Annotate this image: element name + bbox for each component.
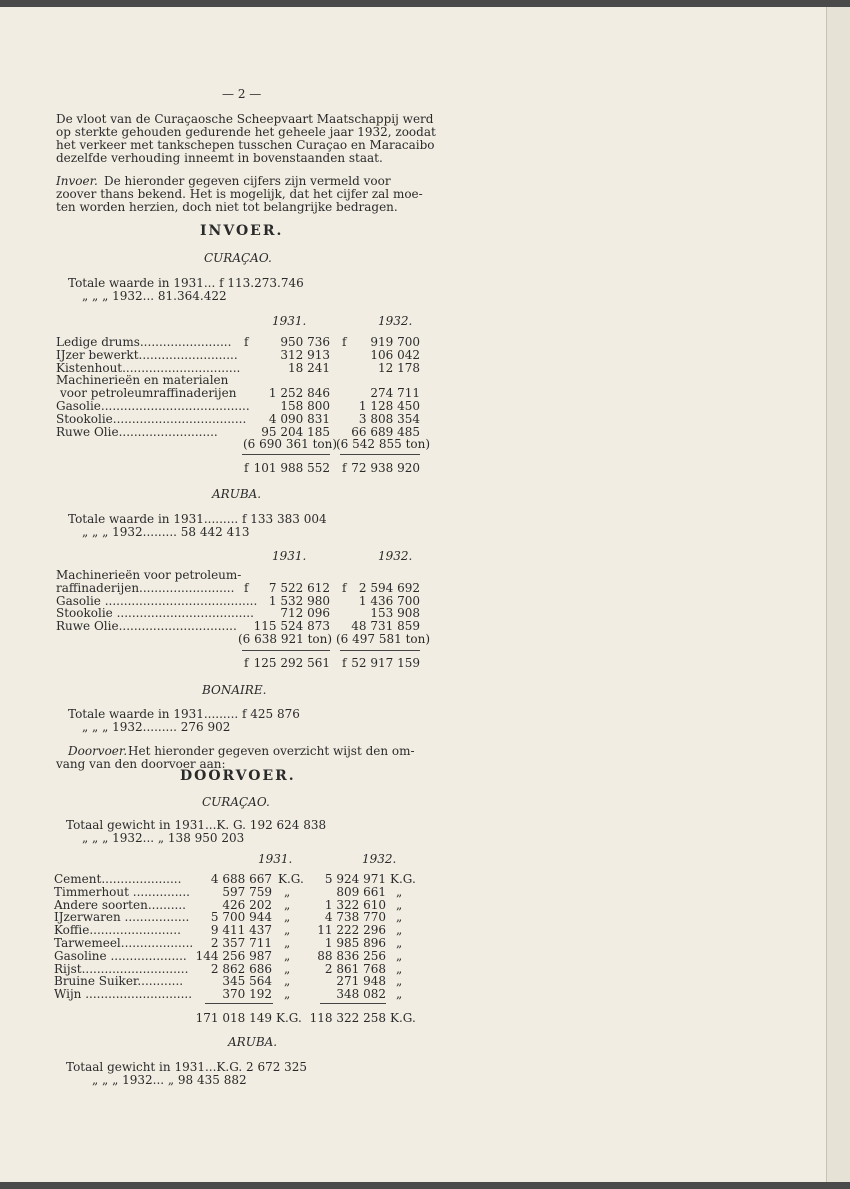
bonaire-heading: BONAIRE. — [202, 683, 267, 697]
invoer-lead: Invoer. — [56, 174, 98, 188]
invoer-value-1932: 12 178 — [378, 360, 420, 375]
sum-rule — [242, 650, 330, 651]
doorvoer-total-1931: Totaal gewicht in 1931...K. G. 192 624 838 — [66, 818, 327, 832]
doorvoer-total-1932: „ „ „ 1932... „ 138 950 203 — [82, 831, 245, 845]
aruba-sum-1932: 52 917 159 — [351, 656, 420, 670]
invoer-value-1931: 950 736 — [280, 335, 330, 349]
aruba-heading: ARUBA. — [212, 487, 262, 501]
doorvoer-row-label: Wijn ............................ — [54, 987, 193, 1002]
aruba-row-label: Machinerieën voor petroleum- — [56, 568, 242, 582]
invoer-row-label: Machinerieën en materialen — [56, 373, 229, 388]
doorvoer-value-1932: 2 861 768 — [324, 961, 386, 976]
doorvoer-row-label: Tarwemeel................... — [54, 936, 194, 950]
invoer-row-label: Gasolie....................................... — [56, 399, 250, 413]
bonaire-total-1931: Totale waarde in 1931......... f 425 876 — [68, 707, 300, 721]
doorvoer-value-1932: 1 985 896 — [324, 936, 386, 950]
invoer-sum-1932: 72 938 920 — [351, 461, 420, 475]
ditto-mark: „ — [284, 974, 291, 989]
section-title-invoer: INVOER. — [200, 223, 284, 239]
currency-symbol: f — [342, 656, 347, 670]
invoer-value-1932: 1 128 450 — [358, 399, 420, 413]
page-edge — [826, 7, 850, 1182]
aruba-sum-1931: 125 292 561 — [253, 656, 330, 670]
year-1931-header: 1931. — [272, 549, 307, 563]
sum-rule — [242, 454, 330, 455]
year-1932-header: 1932. — [378, 314, 413, 328]
doorvoer-row-label: Bruine Suiker............ — [54, 974, 184, 989]
doorvoer-value-1931: 2 862 686 — [210, 961, 272, 976]
invoer-value-1931: 1 252 846 — [268, 386, 330, 401]
ditto-mark: „ — [396, 987, 403, 1002]
aruba-total-1931: Totale waarde in 1931......... f 133 383 004 — [68, 512, 327, 526]
scan-top-border — [0, 0, 850, 7]
invoer-value-1932: 919 700 — [370, 335, 420, 349]
year-1931-header: 1931. — [258, 852, 293, 866]
curacao-heading: CURAÇAO. — [204, 251, 272, 265]
invoer-value-1932: 66 689 485 — [351, 424, 420, 439]
intro-line: op sterkte gehouden gedurende het geheele jaar 1932, zoodat — [56, 125, 436, 139]
doorvoer-value-1931: 144 256 987 — [195, 948, 272, 963]
doorvoer-value-1932: 5 924 971 — [324, 872, 386, 886]
doorvoer-sum-1931: 171 018 149 — [195, 1011, 272, 1025]
sum-rule — [205, 1003, 273, 1004]
unit-kg: K.G. — [276, 1011, 302, 1025]
ditto-mark: „ — [396, 910, 403, 925]
year-1932-header: 1932. — [378, 549, 413, 563]
doorvoer-value-1931: 597 759 — [222, 884, 272, 899]
doorvoer-value-1931: 370 192 — [222, 987, 272, 1002]
doorvoer-aruba-total-1932: „ „ „ 1932... „ 98 435 882 — [92, 1073, 247, 1087]
invoer-row-label: voor petroleumraffinaderijen — [60, 386, 237, 401]
bonaire-total-1932: „ „ „ 1932......... 276 902 — [82, 720, 231, 734]
doorvoer-value-1931: 426 202 — [222, 897, 272, 912]
doorvoer-row-label: Koffie........................ — [54, 923, 181, 938]
invoer-value-1932: 106 042 — [370, 347, 420, 362]
doorvoer-value-1932: 348 082 — [336, 987, 386, 1002]
invoer-value-1931: 158 800 — [280, 399, 330, 413]
invoer-row-label: IJzer bewerkt.......................... — [56, 347, 238, 362]
tonnage-1932: (6 497 581 ton) — [336, 632, 431, 646]
ditto-mark: „ — [396, 936, 403, 950]
aruba-value-1931: 115 524 873 — [253, 619, 330, 634]
doorvoer-sum-1932: 118 322 258 — [309, 1011, 386, 1025]
curacao-total-1931: Totale waarde in 1931... f 113.273.746 — [68, 276, 304, 290]
sum-rule — [340, 454, 420, 455]
doorvoer-aruba-total-1931: Totaal gewicht in 1931...K.G. 2 672 325 — [66, 1060, 308, 1074]
ditto-mark: „ — [284, 923, 291, 938]
doorvoer-value-1931: 2 357 711 — [210, 936, 272, 950]
ditto-mark: „ — [284, 961, 291, 976]
invoer-para-line: zoover thans bekend. Het is mogelijk, dat het cijfer zal moe- — [56, 187, 423, 201]
ditto-mark: „ — [284, 948, 291, 963]
unit-kg: K.G. — [390, 1011, 416, 1025]
unit-kg: K.G. — [278, 872, 304, 886]
doorvoer-value-1932: 1 322 610 — [324, 897, 386, 912]
currency-symbol: f — [244, 461, 249, 475]
doorvoer-row-label: IJzerwaren ................. — [54, 910, 190, 925]
aruba-row-label: Stookolie .................................... — [56, 606, 254, 621]
year-1932-header: 1932. — [362, 852, 397, 866]
currency-symbol: f — [244, 656, 249, 670]
curacao-total-1932: „ „ „ 1932... 81.364.422 — [82, 289, 227, 303]
doorvoer-value-1932: 88 836 256 — [317, 948, 386, 963]
sum-rule — [320, 1003, 386, 1004]
invoer-row-label: Kistenhout............................... — [56, 360, 241, 375]
year-1931-header: 1931. — [272, 314, 307, 328]
aruba-value-1932: 48 731 859 — [351, 619, 420, 634]
section-title-doorvoer: DOORVOER. — [180, 768, 296, 784]
aruba-row-label: Ruwe Olie............................... — [56, 619, 237, 634]
aruba-row-label: raffinaderijen......................... — [56, 580, 235, 595]
doorvoer-row-label: Gasoline .................... — [54, 948, 187, 963]
doorvoer-value-1932: 4 738 770 — [324, 910, 386, 925]
ditto-mark: „ — [396, 948, 403, 963]
invoer-value-1931: 18 241 — [288, 360, 330, 375]
aruba-value-1932: 2 594 692 — [358, 580, 420, 595]
intro-line: dezelfde verhouding inneemt in bovenstaanden staat. — [56, 151, 383, 165]
doorvoer-value-1932: 809 661 — [336, 884, 386, 899]
ditto-mark: „ — [284, 936, 291, 950]
currency-symbol: f — [244, 335, 249, 349]
ditto-mark: „ — [396, 923, 403, 938]
invoer-row-label: Ledige drums........................ — [56, 335, 232, 349]
currency-symbol: f — [342, 461, 347, 475]
invoer-para-line: De hieronder gegeven cijfers zijn vermeld voor — [104, 174, 391, 188]
invoer-value-1932: 274 711 — [370, 386, 420, 401]
doorvoer-curacao-heading: CURAÇAO. — [202, 795, 270, 809]
ditto-mark: „ — [284, 987, 291, 1002]
doorvoer-row-label: Cement..................... — [54, 872, 182, 886]
aruba-total-1932: „ „ „ 1932......... 58 442 413 — [82, 525, 250, 539]
intro-line: het verkeer met tankschepen tusschen Curaçao en Maracaibo — [56, 138, 435, 152]
scan-bottom-border — [0, 1182, 850, 1189]
tonnage-1931: (6 638 921 ton) — [238, 632, 333, 646]
unit-kg: K.G. — [390, 872, 416, 886]
doorvoer-value-1931: 4 688 667 — [210, 872, 272, 886]
ditto-mark: „ — [396, 884, 403, 899]
invoer-para-line: ten worden herzien, doch niet tot belangrijke bedragen. — [56, 200, 398, 214]
invoer-value-1931: 312 913 — [280, 347, 330, 362]
invoer-row-label: Stookolie................................... — [56, 411, 247, 426]
ditto-mark: „ — [284, 910, 291, 925]
ditto-mark: „ — [284, 884, 291, 899]
invoer-value-1931: 95 204 185 — [261, 424, 330, 439]
doorvoer-row-label: Timmerhout ............... — [54, 884, 190, 899]
doorvoer-para-line: vang van den doorvoer aan: — [56, 757, 226, 771]
ditto-mark: „ — [396, 974, 403, 989]
doorvoer-value-1931: 345 564 — [222, 974, 272, 989]
doorvoer-value-1931: 5 700 944 — [210, 910, 272, 925]
ditto-mark: „ — [396, 961, 403, 976]
ditto-mark: „ — [396, 897, 403, 912]
doorvoer-row-label: Andere soorten.......... — [54, 897, 186, 912]
ditto-mark: „ — [284, 897, 291, 912]
currency-symbol: f — [342, 581, 347, 595]
currency-symbol: f — [342, 335, 347, 349]
aruba-value-1932: 1 436 700 — [358, 593, 420, 608]
aruba-value-1931: 7 522 612 — [268, 580, 330, 595]
doorvoer-aruba-heading: ARUBA. — [228, 1035, 278, 1049]
page-number: — 2 — — [222, 87, 262, 101]
doorvoer-value-1932: 271 948 — [336, 974, 386, 989]
aruba-value-1931: 1 532 980 — [268, 593, 330, 608]
tonnage-1932: (6 542 855 ton) — [336, 437, 431, 451]
invoer-value-1931: 4 090 831 — [268, 411, 330, 426]
tonnage-1931: (6 690 361 ton) — [243, 437, 338, 451]
currency-symbol: f — [244, 581, 249, 595]
invoer-value-1932: 3 808 354 — [358, 411, 420, 426]
doorvoer-row-label: Rijst............................ — [54, 961, 189, 976]
aruba-row-label: Gasolie ........................................ — [56, 593, 258, 608]
invoer-row-label: Ruwe Olie.......................... — [56, 424, 218, 439]
sum-rule — [340, 650, 420, 651]
aruba-value-1932: 153 908 — [370, 606, 420, 621]
doorvoer-lead: Doorvoer. — [68, 744, 128, 758]
doorvoer-value-1932: 11 222 296 — [317, 923, 386, 938]
doorvoer-value-1931: 9 411 437 — [210, 923, 272, 938]
doorvoer-para-line: Het hieronder gegeven overzicht wijst den om- — [128, 744, 415, 758]
invoer-sum-1931: 101 988 552 — [253, 461, 330, 475]
aruba-value-1931: 712 096 — [280, 606, 330, 621]
intro-line: De vloot van de Curaçaosche Scheepvaart Maatschappij werd — [56, 112, 434, 126]
